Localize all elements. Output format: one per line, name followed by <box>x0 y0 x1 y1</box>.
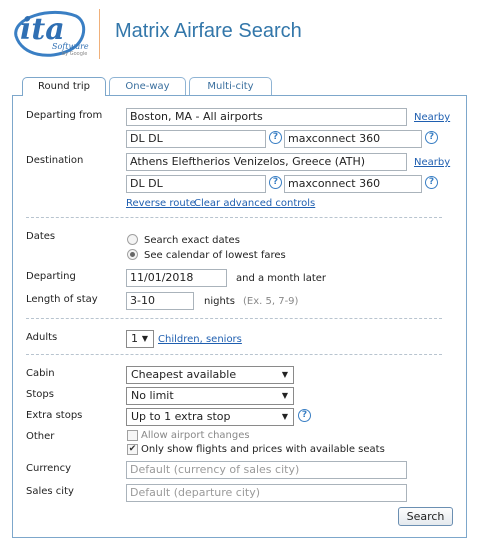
currency-label: Currency <box>26 463 72 474</box>
extra-stops-help-icon[interactable]: ? <box>298 409 311 422</box>
search-button[interactable]: Search <box>398 507 453 526</box>
stops-value: No limit <box>131 389 174 402</box>
tab-round-trip[interactable]: Round trip <box>22 77 106 96</box>
sales-city-input[interactable]: Default (departure city) <box>126 484 407 502</box>
calendar-fares-label: See calendar of lowest fares <box>144 250 286 261</box>
chevron-down-icon: ▼ <box>281 370 288 379</box>
logo-by-google: by Google <box>62 51 88 57</box>
adults-select[interactable] <box>126 330 154 348</box>
length-of-stay-label: Length of stay <box>26 294 98 305</box>
departing-date-input[interactable]: 11/01/2018 <box>126 269 227 287</box>
dates-label: Dates <box>26 231 56 242</box>
extra-stops-value: Up to 1 extra stop <box>131 410 231 423</box>
chevron-down-icon: ▼ <box>141 334 148 343</box>
ita-software-logo <box>10 6 90 60</box>
departing-nearby-link[interactable]: Nearby <box>414 112 451 123</box>
length-of-stay-input[interactable]: 3-10 <box>126 292 194 310</box>
cabin-value: Cheapest available <box>131 368 237 381</box>
logo-subtext: Software <box>52 42 89 51</box>
stops-select[interactable] <box>126 387 294 405</box>
calendar-fares-radio[interactable] <box>127 249 138 260</box>
destination-routing-help-icon[interactable]: ? <box>425 176 438 189</box>
adults-value: 1 <box>131 332 138 345</box>
clear-advanced-controls-link[interactable]: Clear advanced controls <box>194 198 316 209</box>
departing-from-label: Departing from <box>26 110 103 121</box>
exact-dates-radio[interactable] <box>127 234 138 245</box>
nights-label: nights <box>204 296 235 307</box>
destination-nearby-link[interactable]: Nearby <box>414 157 451 168</box>
section-divider <box>26 354 442 355</box>
departing-carriers-input[interactable]: DL DL <box>126 130 266 148</box>
destination-routing-input[interactable]: maxconnect 360 <box>284 175 422 193</box>
logo-wordmark: ita <box>20 12 65 47</box>
departing-from-input[interactable]: Boston, MA - All airports <box>126 108 407 126</box>
extra-stops-label: Extra stops <box>26 410 83 421</box>
tab-multi-city[interactable]: Multi-city <box>189 77 272 95</box>
destination-carriers-help-icon[interactable]: ? <box>269 176 282 189</box>
sales-city-label: Sales city <box>26 486 74 497</box>
departing-date-suffix: and a month later <box>236 273 327 284</box>
section-divider <box>26 318 442 319</box>
only-available-seats-label: Only show flights and prices with available seats <box>141 444 385 455</box>
only-available-seats-checkbox[interactable]: ✔ <box>128 444 137 454</box>
tab-one-way[interactable]: One-way <box>109 77 186 95</box>
adults-label: Adults <box>26 332 58 343</box>
allow-airport-changes-checkbox[interactable] <box>127 430 138 441</box>
children-seniors-link[interactable]: Children, seniors <box>158 334 242 345</box>
cabin-label: Cabin <box>26 368 55 379</box>
destination-carriers-input[interactable]: DL DL <box>126 175 266 193</box>
chevron-down-icon: ▼ <box>281 412 288 421</box>
stops-label: Stops <box>26 389 54 400</box>
departing-carriers-help-icon[interactable]: ? <box>269 131 282 144</box>
departing-routing-help-icon[interactable]: ? <box>425 131 438 144</box>
departing-date-label: Departing <box>26 271 76 282</box>
chevron-down-icon: ▼ <box>281 391 288 400</box>
destination-input[interactable]: Athens Eleftherios Venizelos, Greece (ATH) <box>126 153 407 171</box>
cabin-select[interactable] <box>126 366 294 384</box>
header-divider <box>99 9 100 59</box>
reverse-route-link[interactable]: Reverse route <box>126 198 196 209</box>
extra-stops-select[interactable] <box>126 408 294 426</box>
departing-routing-input[interactable]: maxconnect 360 <box>284 130 422 148</box>
other-label: Other <box>26 431 55 442</box>
currency-input[interactable]: Default (currency of sales city) <box>126 461 407 479</box>
allow-airport-changes-label: Allow airport changes <box>141 430 250 441</box>
exact-dates-label: Search exact dates <box>144 235 240 246</box>
stay-hint: (Ex. 5, 7-9) <box>243 296 299 307</box>
page-title: Matrix Airfare Search <box>115 20 302 42</box>
section-divider <box>26 217 442 218</box>
destination-label: Destination <box>26 155 84 166</box>
